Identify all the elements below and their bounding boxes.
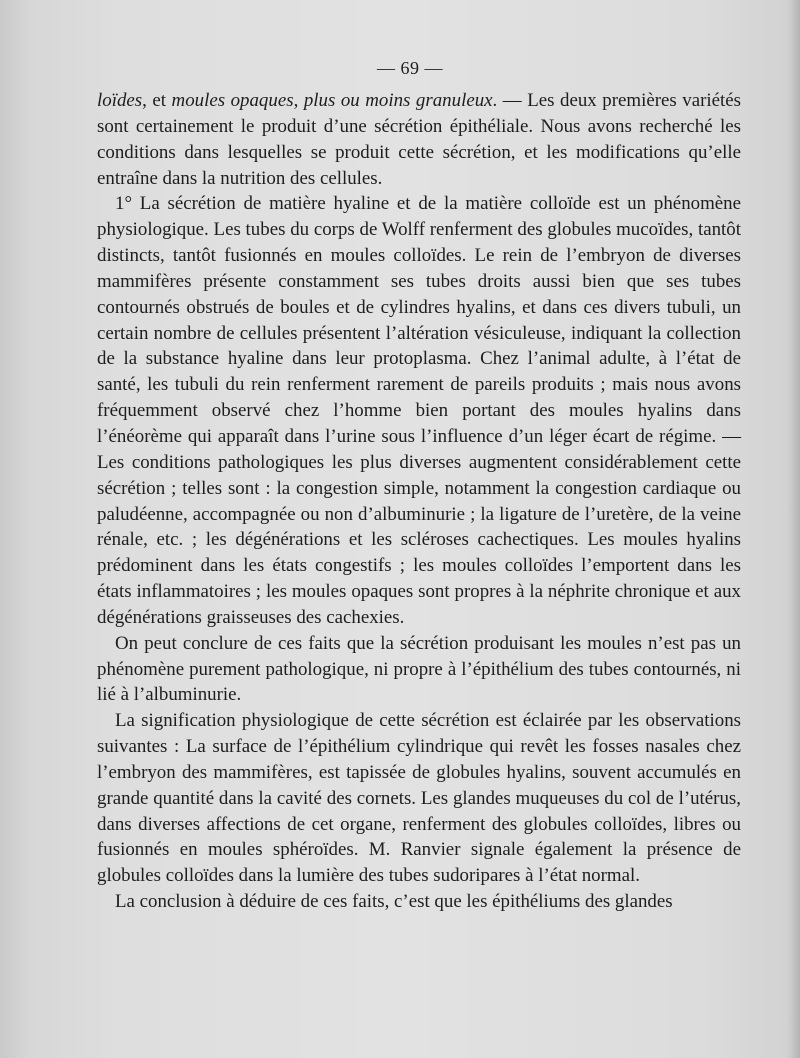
text-run: . — Les deux premières variétés sont certainement le produit d’une sécrétion épithéliale. Nous avons recherché les conditions dans lesquelles se produit cette sécrétion, et les modifications qu’elle entraîne dans la nutrition des cellules. bbox=[97, 90, 742, 189]
text-run: , et bbox=[142, 90, 172, 111]
text-italic-term: moules opaques bbox=[171, 90, 294, 111]
text-italic-term: plus ou moins granuleux bbox=[303, 90, 493, 111]
page-spine-shadow bbox=[786, 0, 800, 1058]
text-run: La signification physiologique de cette sécrétion est éclairée par les observations suivantes : La surface de l’épithélium cylindrique qui revêt les fosses nasales chez l’embryon des mammifères, est tapissée de globules hyalins, souvent accumulés en grande quantité dans la cavité des cornets. Les glandes muqueuses du col de l’utérus, dans diverses affections de cet organe, renferment des globules colloïdes, libres ou fusionnés en moules sphéroïdes. M. Ranvier signale également la présence de globules colloïdes dans la lumière des tubes sudoripares à l’état normal. bbox=[97, 710, 741, 887]
text-italic-term: loïdes bbox=[97, 90, 143, 111]
text-run: 1° La sécrétion de matière hyaline et de la matière colloïde est un phénomène physiologique. Les tubes du corps de Wolff renferment des globules mucoïdes, tantôt distincts, tantôt fusionnés en moules colloïdes. Le rein de l’embryon de diverses mammifères présente constamment ses tubes droits aussi bien que ses tubes contournés obstrués de boules et de cylindres hyalins, et dans ces divers tubuli, un certain nombre de cellules présentent l’altération vésiculeuse, indiquant la collection de la substance hyaline dans leur protoplasma. Chez l’animal adulte, à l’état de santé, les tubuli du rein renferment rarement de pareils produits ; mais nous avons fréquemment observé chez l’homme bien portant des moules hyalins dans l’énéorème qui apparaît dans l’urine sous l’influence d’un léger écart de régime. — Les conditions pathologiques les plus diverses augmentent considérablement cette sécrétion ; telles sont : la congestion simple, notamment la congestion cardiaque ou paludéenne, accompagnée ou non d’albuminurie ; la ligature de l’uretère, de la veine rénale, etc. ; les dégénérations et les scléroses cachectiques. Les moules hyalins prédominent dans les états congestifs ; les moules colloïdes l’emportent dans les états inflammatoires ; les moules opaques sont propres à la néphrite chronique et aux dégénérations graisseuses des cachexies. bbox=[97, 193, 741, 628]
paragraph-conclusion-facts bbox=[97, 631, 741, 709]
text-run: , bbox=[293, 90, 304, 111]
text-run: La conclusion à déduire de ces faits, c’est que les épithéliums des glandes bbox=[115, 891, 673, 913]
page-number: — 69 — bbox=[377, 58, 443, 78]
text-run: On peut conclure de ces faits que la sécrétion produisant les moules n’est pas un phénomène purement pathologique, ni propre à l’épithélium des tubes contournés, ni lié à l’albuminurie. bbox=[97, 632, 741, 706]
paragraph-continuation bbox=[97, 88, 741, 191]
paragraph-physiological-secretion bbox=[97, 191, 741, 630]
paragraph-final-conclusion bbox=[97, 889, 741, 915]
body-text bbox=[97, 88, 741, 915]
paragraph-physiological-signification bbox=[97, 708, 741, 889]
